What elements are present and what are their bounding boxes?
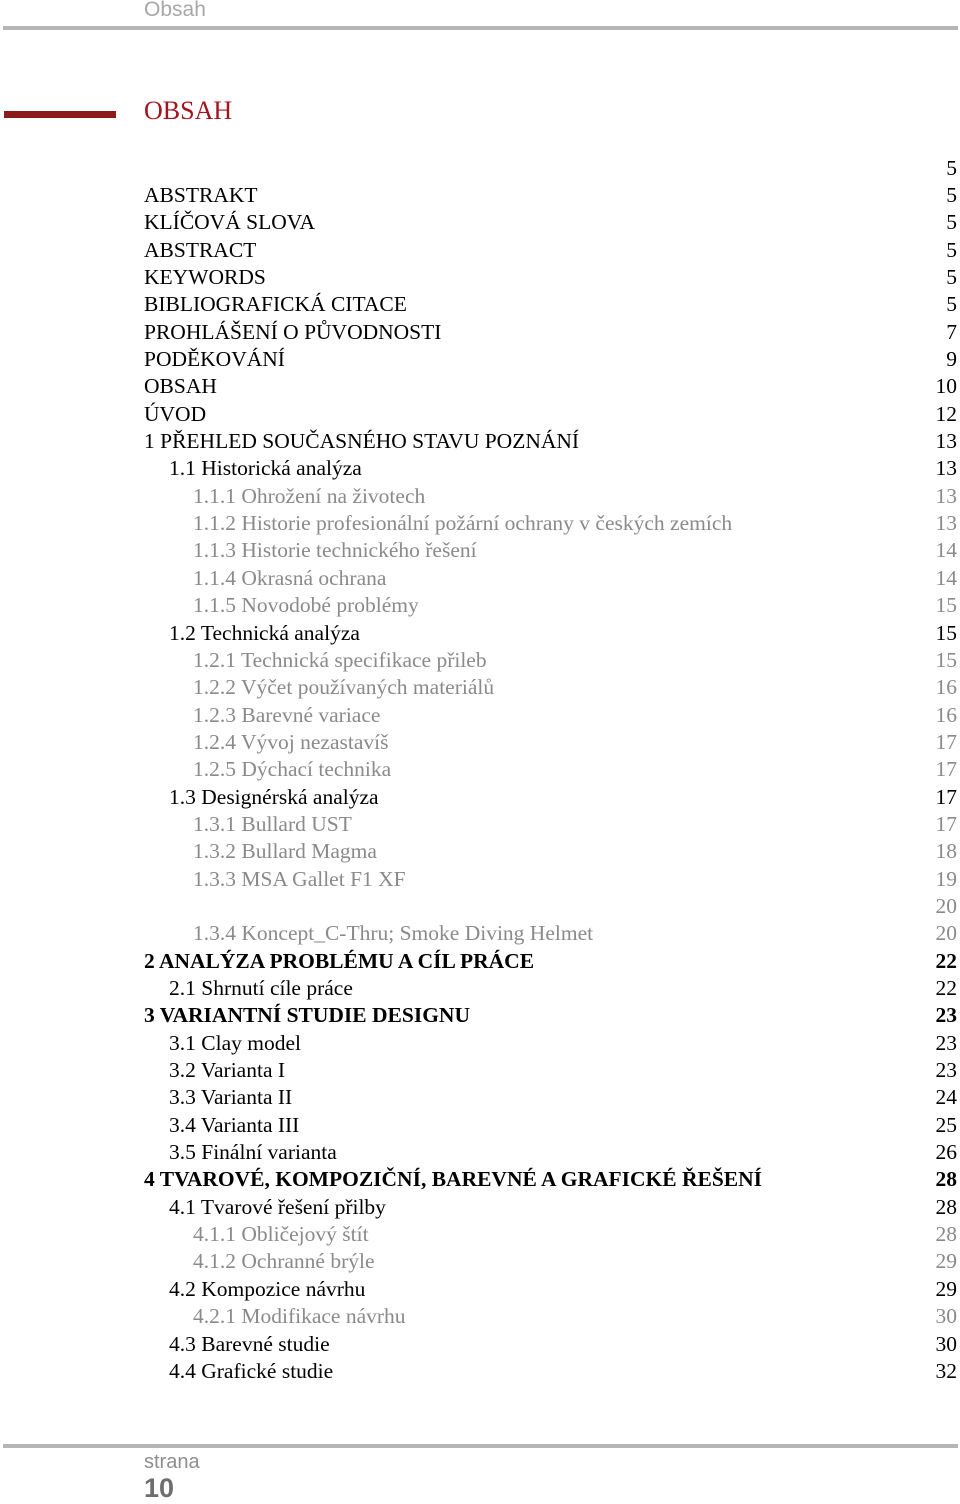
toc-entry-title: 3.4 Varianta III (169, 1113, 300, 1137)
toc-entry-title: 1.3.3 MSA Gallet F1 XF (193, 867, 406, 891)
toc-entry-title: 4.1.2 Ochranné brýle (193, 1249, 375, 1273)
toc-entry[interactable] (0, 1248, 960, 1275)
toc-entry-title: 4.1 Tvarové řešení přilby (169, 1195, 386, 1219)
toc-entry[interactable] (0, 893, 960, 920)
toc-entry-title: ABSTRACT (144, 238, 257, 262)
toc-entry-page: 25 (935, 1113, 957, 1137)
toc-entry[interactable] (0, 264, 960, 291)
toc-entry[interactable] (0, 510, 960, 537)
toc-entry[interactable] (0, 592, 960, 619)
toc-entry-title: 3.2 Varianta I (169, 1058, 286, 1082)
running-header: Obsah (144, 0, 206, 21)
toc-entry-title: 1.1 Historická analýza (169, 456, 362, 480)
toc-entry[interactable] (0, 729, 960, 756)
toc-entry[interactable] (0, 565, 960, 592)
toc-entry[interactable] (0, 811, 960, 838)
toc-entry-page: 28 (935, 1167, 957, 1191)
toc-entry-title: 1.3.1 Bullard UST (193, 812, 352, 836)
footer-page-label: strana (144, 1451, 200, 1473)
toc-entry-title: 3.3 Varianta II (169, 1085, 293, 1109)
toc-entry-title: PODĚKOVÁNÍ (144, 347, 285, 371)
toc-entry-title: 1.3 Designérská analýza (169, 785, 379, 809)
toc-entry[interactable] (0, 483, 960, 510)
header-divider (3, 26, 958, 30)
toc-entry-title: 2.1 Shrnutí cíle práce (169, 976, 353, 1000)
toc-entry-page: 13 (935, 484, 957, 508)
toc-entry-page: 12 (935, 402, 957, 426)
toc-entry-title: 1.1.2 Historie profesionální požární ochrany v českých zemích (193, 511, 733, 535)
toc-entry-title: 1.2.3 Barevné variace (193, 703, 381, 727)
toc-entry-page: 17 (935, 785, 957, 809)
toc-entry-title: 4.3 Barevné studie (169, 1332, 330, 1356)
toc-entry-title: ABSTRAKT (144, 183, 258, 207)
toc-entry-page: 17 (935, 757, 957, 781)
toc-entry[interactable] (0, 674, 960, 701)
toc-entry-title: 1.2.1 Technická specifikace přileb (193, 648, 487, 672)
toc-entry-title: PROHLÁŠENÍ O PŮVODNOSTI (144, 320, 442, 344)
toc-entry[interactable] (0, 1303, 960, 1330)
toc-entry-title: ÚVOD (144, 402, 207, 426)
toc-entry[interactable] (0, 620, 960, 647)
toc-entry[interactable] (0, 1166, 960, 1193)
toc-entry-page: 14 (935, 566, 957, 590)
toc-entry-page: 28 (935, 1222, 957, 1246)
toc-entry-page: 30 (935, 1304, 957, 1328)
footer-divider (3, 1444, 958, 1448)
toc-entry-page: 22 (935, 976, 957, 1000)
toc-entry-title: 1.2.2 Výčet používaných materiálů (193, 675, 495, 699)
toc-entry-title: 1.2.4 Vývoj nezastavíš (193, 730, 389, 754)
toc-entry-title: 4.2.1 Modifikace návrhu (193, 1304, 406, 1328)
toc-entry[interactable] (0, 428, 960, 455)
toc-entry-page: 17 (935, 812, 957, 836)
toc-entry-page: 22 (935, 949, 957, 973)
toc-entry[interactable] (0, 1139, 960, 1166)
toc-entry-page: 29 (935, 1249, 957, 1273)
toc-entry-title: 2 ANALÝZA PROBLÉMU A CÍL PRÁCE (144, 949, 535, 973)
toc-entry-title: 1 PŘEHLED SOUČASNÉHO STAVU POZNÁNÍ (144, 429, 580, 453)
toc-entry-title: 4.1.1 Obličejový štít (193, 1222, 369, 1246)
toc-entry-page: 15 (935, 648, 957, 672)
toc-entry-title: 3.1 Clay model (169, 1031, 301, 1055)
toc-entry-page: 20 (935, 894, 957, 918)
toc-entry-page: 10 (935, 374, 957, 398)
toc-entry-title: 1.3.4 Koncept_C-Thru; Smoke Diving Helmet (193, 921, 594, 945)
toc-entry[interactable] (0, 784, 960, 811)
toc-entry-page: 24 (935, 1085, 957, 1109)
toc-entry[interactable] (0, 401, 960, 428)
toc-entry-page: 17 (935, 730, 957, 754)
toc-entry[interactable] (0, 647, 960, 674)
toc-entry[interactable] (0, 1112, 960, 1139)
toc-entry-page: 5 (946, 183, 957, 207)
toc-entry-page: 32 (935, 1359, 957, 1383)
toc-entry[interactable] (0, 1221, 960, 1248)
toc-entry-page: 5 (946, 292, 957, 316)
toc-entry-title: KEYWORDS (144, 265, 266, 289)
toc-entry-page: 5 (946, 210, 957, 234)
toc-entry-page: 29 (935, 1277, 957, 1301)
toc-entry[interactable] (0, 455, 960, 482)
toc-entry-page: 15 (935, 621, 957, 645)
toc-entry[interactable] (0, 1057, 960, 1084)
toc-entry-title: 1.1.5 Novodobé problémy (193, 593, 419, 617)
toc-entry[interactable] (0, 920, 960, 947)
toc-entry-title: 3 VARIANTNÍ STUDIE DESIGNU (144, 1003, 470, 1027)
toc-entry-title: 1.1.1 Ohrožení na životech (193, 484, 426, 508)
toc-entry-page: 16 (935, 675, 957, 699)
toc-entry[interactable] (0, 537, 960, 564)
toc-entry-page: 14 (935, 538, 957, 562)
toc-entry[interactable] (0, 838, 960, 865)
toc-entry-page: 16 (935, 703, 957, 727)
toc-entry-page: 13 (935, 511, 957, 535)
toc-entry-page: 13 (935, 429, 957, 453)
toc-entry[interactable] (0, 291, 960, 318)
toc-entry[interactable] (0, 1331, 960, 1358)
toc-entry-page: 23 (935, 1003, 957, 1027)
title-accent-bar (4, 111, 116, 118)
toc-entry[interactable] (0, 346, 960, 373)
toc-entry-title: 1.2.5 Dýchací technika (193, 757, 392, 781)
toc-entry[interactable] (0, 155, 960, 182)
toc-entry-title: KLÍČOVÁ SLOVA (144, 210, 316, 234)
toc-entry[interactable] (0, 1276, 960, 1303)
toc-entry-page: 23 (935, 1058, 957, 1082)
toc-entry-page: 5 (946, 238, 957, 262)
toc-entry-page: 23 (935, 1031, 957, 1055)
toc-entry[interactable] (0, 1030, 960, 1057)
toc-entry-page: 20 (935, 921, 957, 945)
toc-entry-title: OBSAH (144, 374, 217, 398)
toc-entry[interactable] (0, 702, 960, 729)
toc-entry-page: 13 (935, 456, 957, 480)
toc-entry-page: 15 (935, 593, 957, 617)
toc-entry[interactable] (0, 182, 960, 209)
toc-entry-title: 4.4 Grafické studie (169, 1359, 334, 1383)
toc-entry[interactable] (0, 1194, 960, 1221)
toc-entry[interactable] (0, 756, 960, 783)
toc-entry[interactable] (0, 1358, 960, 1385)
toc-entry[interactable] (0, 237, 960, 264)
toc-entry-page: 28 (935, 1195, 957, 1219)
toc-entry-title: 4.2 Kompozice návrhu (169, 1277, 366, 1301)
toc-entry-page: 5 (946, 265, 957, 289)
toc-entry-page: 9 (946, 347, 957, 371)
toc-entry-page: 7 (946, 320, 957, 344)
toc-entry-title: 1.1.3 Historie technického řešení (193, 538, 477, 562)
toc-entry[interactable] (0, 319, 960, 346)
toc-entry-page: 19 (935, 867, 957, 891)
toc-entry-title: 3.5 Finální varianta (169, 1140, 337, 1164)
toc-entry[interactable] (0, 948, 960, 975)
toc-entry-title: BIBLIOGRAFICKÁ CITACE (144, 292, 407, 316)
toc-entry-title: 1.2 Technická analýza (169, 621, 360, 645)
toc-entry[interactable] (0, 1002, 960, 1029)
toc-entry[interactable] (0, 1084, 960, 1111)
toc-entry[interactable] (0, 209, 960, 236)
toc-entry-page: 30 (935, 1332, 957, 1356)
page-title: OBSAH (144, 96, 233, 125)
footer-page-number: 10 (144, 1473, 175, 1503)
toc-entry-title: 4 TVAROVÉ, KOMPOZIČNÍ, BAREVNÉ A GRAFICKÉ ŘEŠENÍ (144, 1167, 763, 1191)
toc-entry-title: 1.1.4 Okrasná ochrana (193, 566, 387, 590)
toc-entry[interactable] (0, 866, 960, 893)
toc-entry-title: 1.3.2 Bullard Magma (193, 839, 377, 863)
toc-entry-page: 26 (935, 1140, 957, 1164)
toc-entry[interactable] (0, 975, 960, 1002)
toc-entry-page: 18 (935, 839, 957, 863)
toc-entry[interactable] (0, 373, 960, 400)
toc-entry-page: 5 (946, 156, 957, 180)
